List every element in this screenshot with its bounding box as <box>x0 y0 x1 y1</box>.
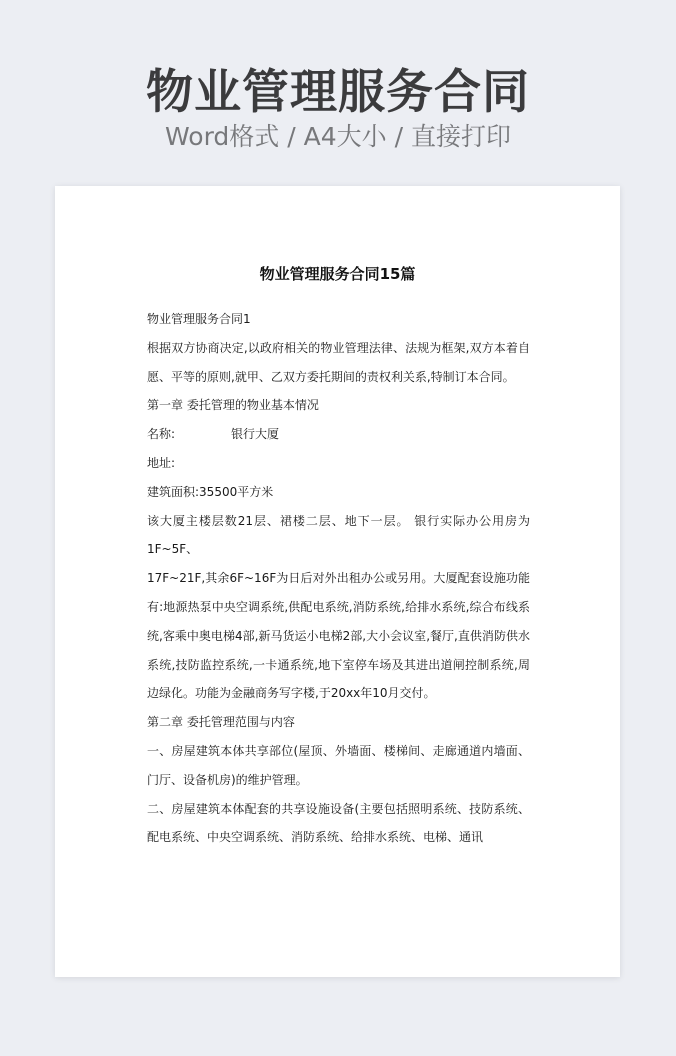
document-body <box>147 305 530 852</box>
floors-paragraph: 该大厦主楼层数21层、裙楼二层、地下一层。 银行实际办公用房为1F~5F、 <box>147 513 530 557</box>
name-label: 名称: <box>147 427 176 442</box>
banner-subtitle: Word格式 / A4大小 / 直接打印 <box>165 122 511 151</box>
chapter-2-heading: 第二章 委托管理范围与内容 <box>147 715 295 730</box>
name-row <box>147 420 530 449</box>
scope-item-1: 一、房屋建筑本体共享部位(屋顶、外墙面、楼梯间、走廊通道内墙面、门厅、设备机房)的维护管理。 <box>147 743 530 787</box>
intro-paragraph: 根据双方协商决定,以政府相关的物业管理法律、法规为框架,双方本着自愿、平等的原则,就甲、乙双方委托期间的责权利关系,特制订本合同。 <box>147 340 530 384</box>
name-value: 银行大厦 <box>231 427 280 442</box>
document-title: 物业管理服务合同15篇 <box>259 265 416 283</box>
banner-title: 物业管理服务合同 <box>146 65 530 120</box>
address-label: 地址: <box>147 455 176 470</box>
chapter-1-heading: 第一章 委托管理的物业基本情况 <box>147 398 319 413</box>
facilities-paragraph: 17F~21F,其余6F~16F为日后对外出租办公或另用。大厦配套设施功能有:地源热泵中央空调系统,供配电系统,消防系统,给排水系统,综合布线系统,客乘中奥电梯4部,新马货运小电梯2部,大小会议室,餐厅,直供消防供水系统,技防监控系统,一卡通系统,地下室停车场及其进出道闸控制系统,周边绿化。功能为金融商务写字楼,于20xx年10月交付。 <box>147 571 530 701</box>
document-page <box>55 186 620 977</box>
scope-item-2: 二、房屋建筑本体配套的共享设施设备(主要包括照明系统、技防系统、配电系统、中央空调系统、消防系统、给排水系统、电梯、通讯 <box>147 801 530 845</box>
contract-heading: 物业管理服务合同1 <box>147 312 251 326</box>
area-line: 建筑面积:35500平方米 <box>147 484 274 499</box>
